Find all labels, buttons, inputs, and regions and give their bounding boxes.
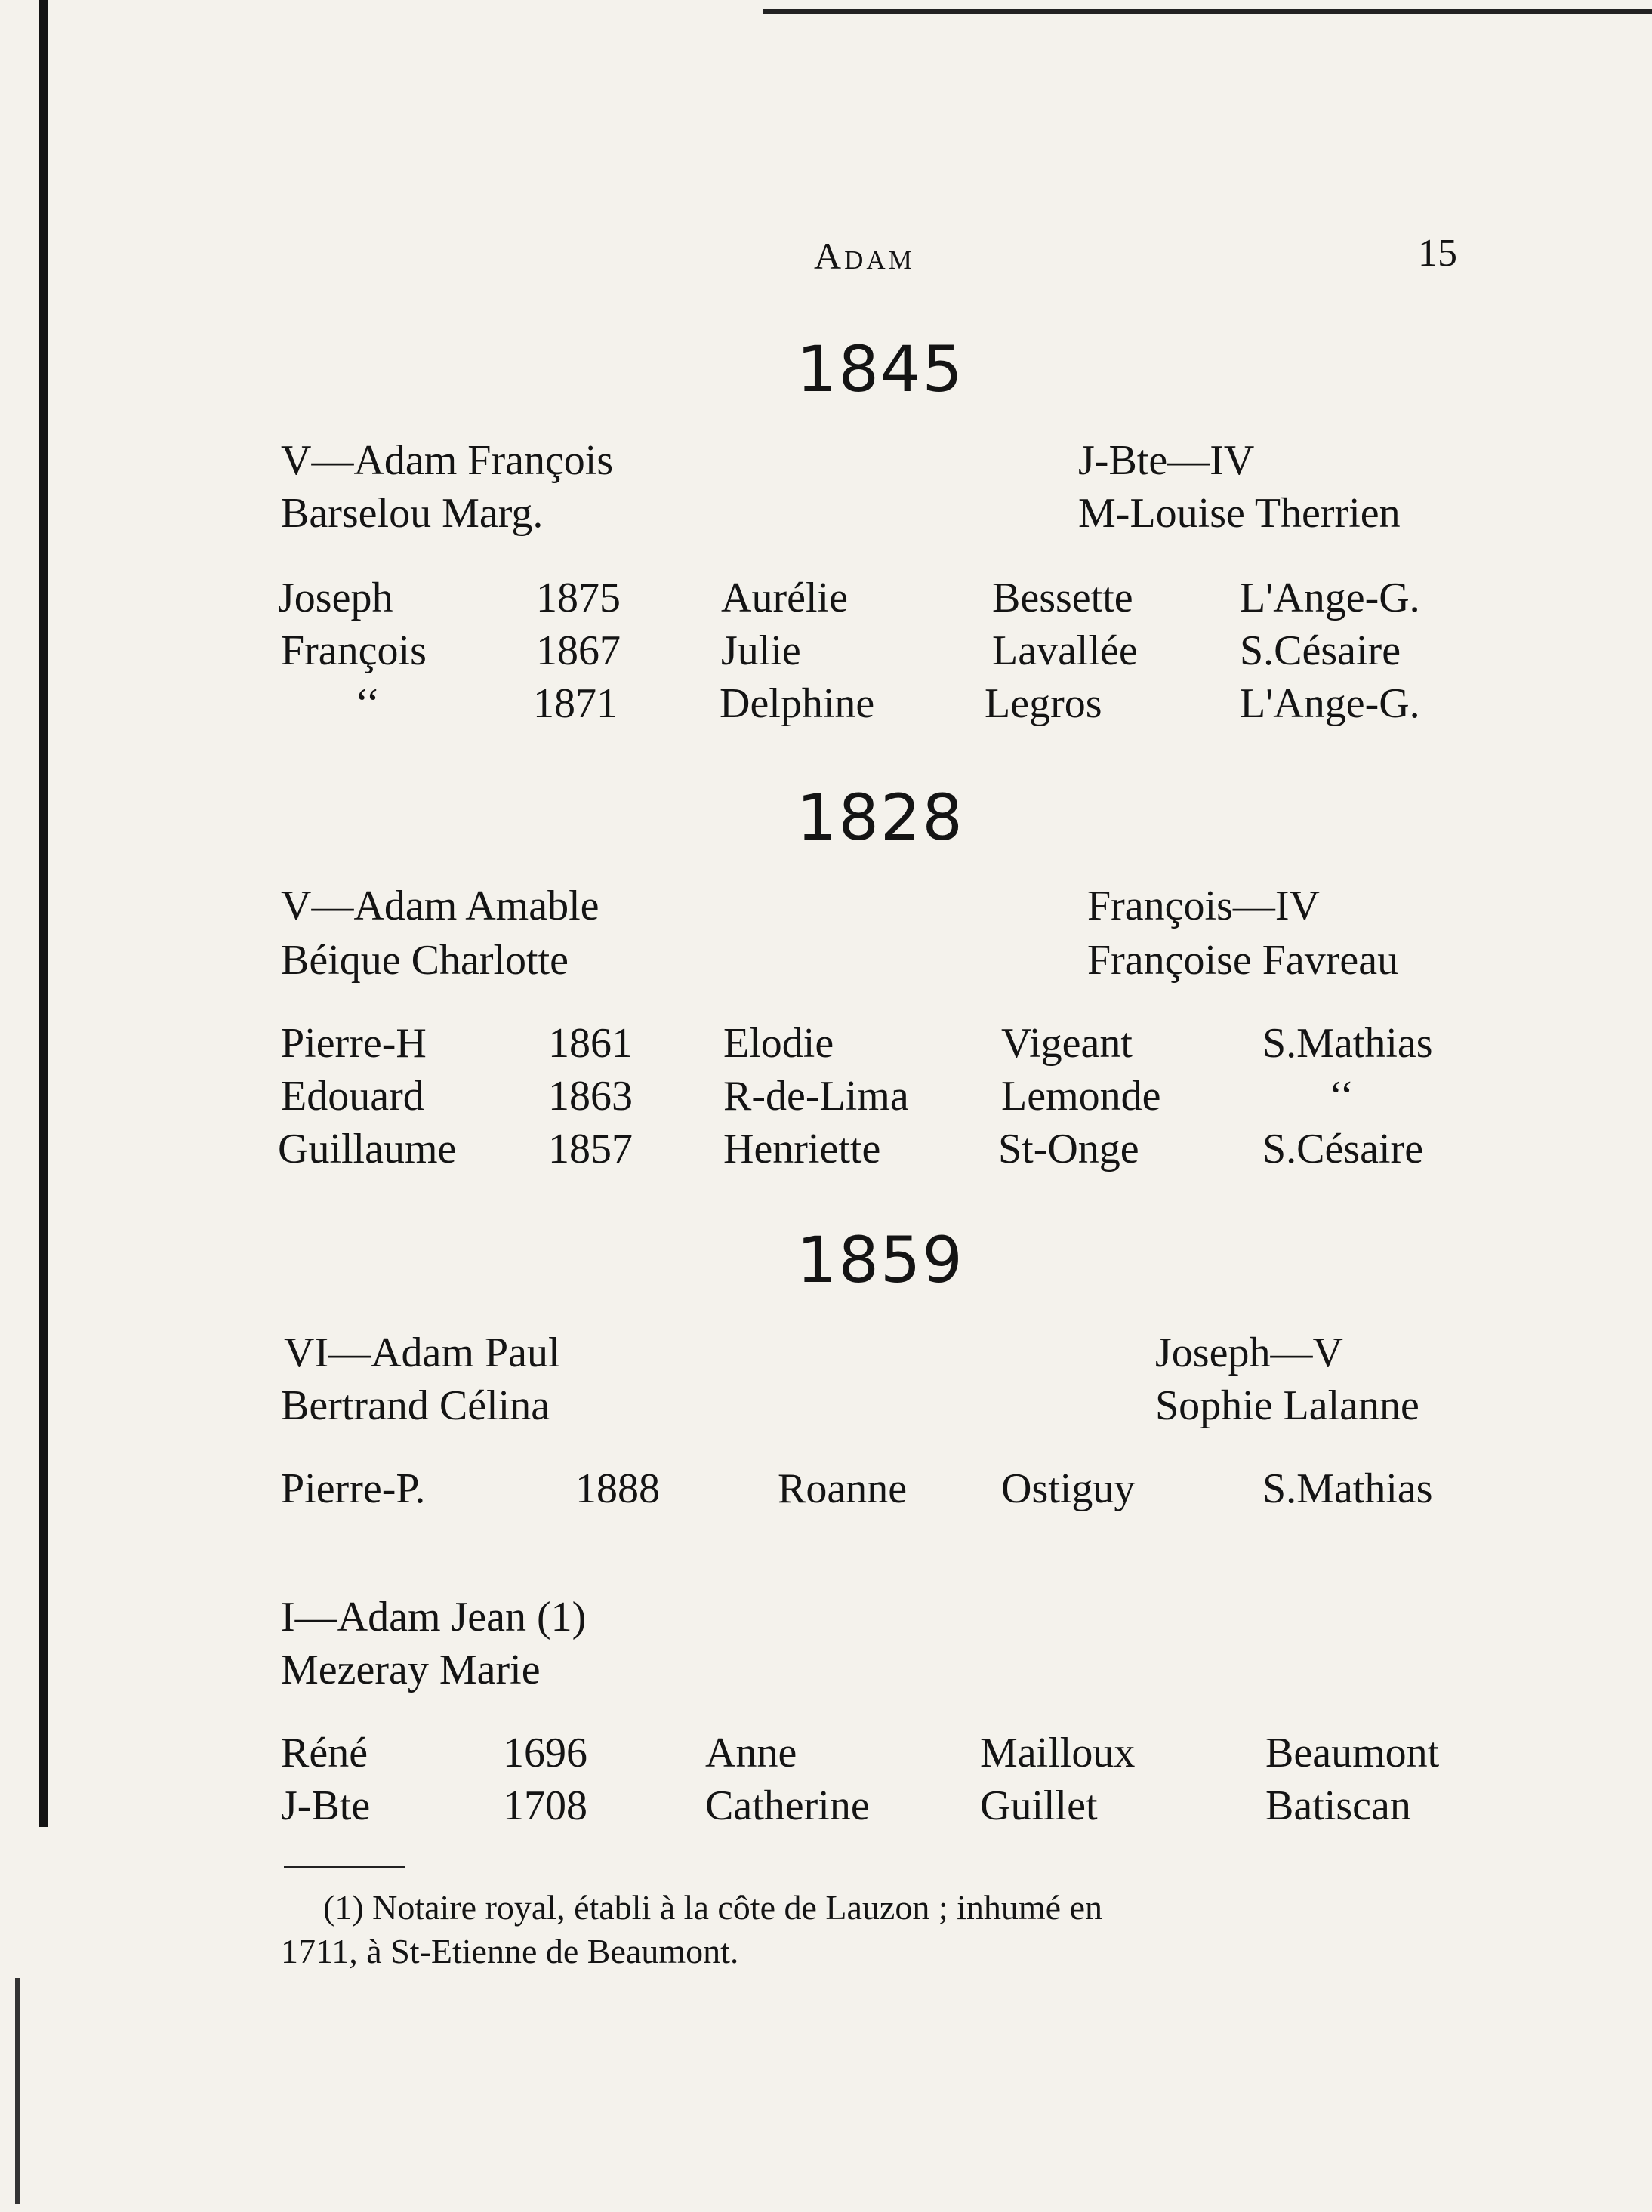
child-name: Guillaume [278, 1126, 457, 1172]
parish: S.Mathias [1262, 1465, 1433, 1512]
spouse-surname: Mailloux [980, 1730, 1136, 1776]
child-marriage-year: 1696 [503, 1730, 587, 1776]
spouse-first-name: Catherine [705, 1782, 870, 1829]
child-name: J-Bte [281, 1782, 371, 1829]
top-edge-rule [763, 9, 1652, 14]
parish: S.Césaire [1262, 1126, 1424, 1172]
parish: Beaumont [1265, 1730, 1440, 1776]
spouse-first-name: Henriette [723, 1126, 881, 1172]
child-name: Edouard [281, 1073, 424, 1120]
wife-name: Barselou Marg. [281, 490, 544, 537]
spouse-surname: Lemonde [1001, 1073, 1161, 1120]
wife-name: Béique Charlotte [281, 937, 569, 984]
wife-parent: M-Louise Therrien [1078, 490, 1401, 537]
child-name: François [281, 627, 427, 674]
husband-parent: J-Bte—IV [1078, 437, 1255, 484]
husband-parent: François—IV [1087, 883, 1320, 929]
ditto-mark: ‘‘ [1329, 1073, 1355, 1120]
running-head-title: Adam [814, 235, 915, 277]
child-marriage-year: 1871 [533, 680, 618, 727]
spouse-first-name: Anne [705, 1730, 797, 1776]
child-marriage-year: 1857 [548, 1126, 633, 1172]
spouse-first-name: R-de-Lima [723, 1073, 909, 1120]
child-name: Pierre-H [281, 1020, 427, 1067]
spouse-surname: St-Onge [998, 1126, 1139, 1172]
husband-name: V—Adam Amable [281, 883, 599, 929]
child-marriage-year: 1863 [548, 1073, 633, 1120]
page-spine-edge [39, 0, 48, 1827]
marriage-year: 1828 [797, 781, 964, 855]
spouse-first-name: Elodie [723, 1020, 834, 1067]
spouse-surname: Lavallée [992, 627, 1138, 674]
husband-parent: Joseph—V [1155, 1329, 1343, 1376]
wife-parent: Françoise Favreau [1087, 937, 1399, 984]
child-marriage-year: 1861 [548, 1020, 633, 1067]
child-marriage-year: 1867 [536, 627, 621, 674]
spouse-surname: Bessette [992, 575, 1133, 621]
parish: L'Ange-G. [1240, 575, 1420, 621]
child-marriage-year: 1875 [536, 575, 621, 621]
husband-name: VI—Adam Paul [284, 1329, 560, 1376]
ditto-mark: ‘‘ [355, 680, 381, 727]
spouse-first-name: Roanne [778, 1465, 908, 1512]
child-marriage-year: 1708 [503, 1782, 587, 1829]
page-number: 15 [1418, 232, 1457, 275]
spouse-first-name: Julie [721, 627, 801, 674]
spouse-first-name: Delphine [720, 680, 875, 727]
parish: S.Césaire [1240, 627, 1401, 674]
wife-name: Mezeray Marie [281, 1647, 541, 1693]
wife-name: Bertrand Célina [281, 1382, 550, 1429]
parish: L'Ange-G. [1240, 680, 1420, 727]
parish: S.Mathias [1262, 1020, 1433, 1067]
husband-name: V—Adam François [281, 437, 614, 484]
child-name: Réné [281, 1730, 368, 1776]
marriage-year: 1845 [797, 332, 964, 406]
spouse-surname: Legros [985, 680, 1102, 727]
child-marriage-year: 1888 [575, 1465, 660, 1512]
parish: Batiscan [1265, 1782, 1411, 1829]
footnote-rule [284, 1866, 405, 1868]
footnote-line: (1) Notaire royal, établi à la côte de Lauzon ; inhumé en [323, 1888, 1103, 1927]
spouse-surname: Guillet [980, 1782, 1098, 1829]
spouse-surname: Ostiguy [1001, 1465, 1136, 1512]
page-edge-mark [15, 1978, 20, 2204]
marriage-year: 1859 [797, 1223, 964, 1297]
child-name: Pierre-P. [281, 1465, 426, 1512]
spouse-surname: Vigeant [1001, 1020, 1133, 1067]
footnote-line: 1711, à St-Etienne de Beaumont. [281, 1932, 739, 1970]
husband-name: I—Adam Jean (1) [281, 1594, 587, 1641]
spouse-first-name: Aurélie [721, 575, 848, 621]
child-name: Joseph [278, 575, 393, 621]
wife-parent: Sophie Lalanne [1155, 1382, 1419, 1429]
